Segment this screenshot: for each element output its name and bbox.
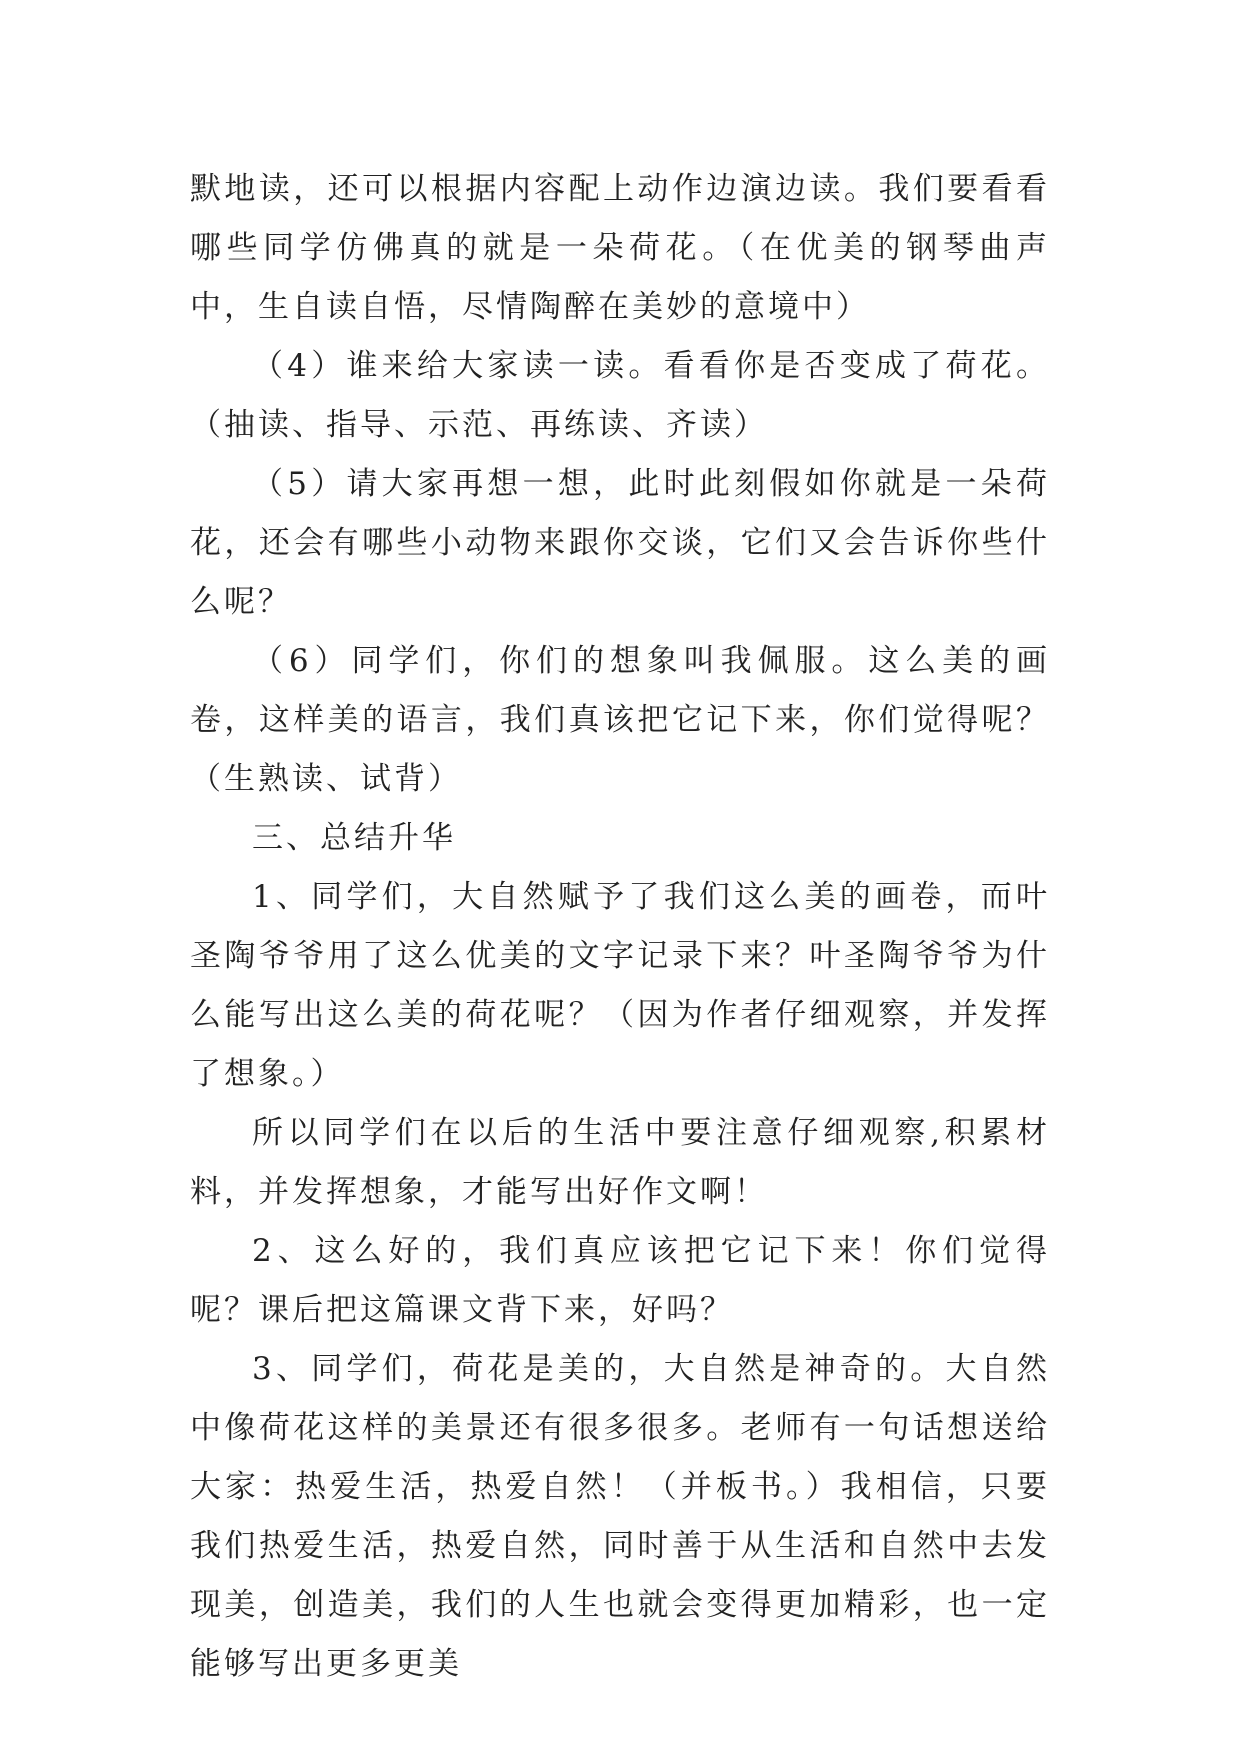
paragraph-step-6: （6）同学们，你们的想象叫我佩服。这么美的画卷，这样美的语言，我们真该把它记下来，你们觉得呢？（生熟读、试背） <box>190 643 1050 797</box>
paragraph-summary-2: 2、这么好的，我们真应该把它记下来！你们觉得呢？课后把这篇课文背下来，好吗？ <box>190 1233 1050 1328</box>
paragraph-step-5: （5）请大家再想一想，此时此刻假如你就是一朵荷花，还会有哪些小动物来跟你交谈，它们又会告诉你些什么呢？ <box>190 466 1050 620</box>
paragraph-summary-note: 所以同学们在以后的生活中要注意仔细观察,积累材料，并发挥想象，才能写出好作文啊！ <box>190 1115 1050 1210</box>
paragraph-step-4: （4）谁来给大家读一读。看看你是否变成了荷花。（抽读、指导、示范、再练读、齐读） <box>190 348 1050 443</box>
paragraph-summary-1: 1、同学们，大自然赋予了我们这么美的画卷，而叶圣陶爷爷用了这么优美的文字记录下来？叶圣陶爷爷为什么能写出这么美的荷花呢？（因为作者仔细观察，并发挥了想象。） <box>190 879 1050 1092</box>
paragraph-continuation: 默地读，还可以根据内容配上动作边演边读。我们要看看哪些同学仿佛真的就是一朵荷花。（在优美的钢琴曲声中，生自读自悟，尽情陶醉在美妙的意境中） <box>190 171 1050 325</box>
section-heading-summary: 三、总结升华 <box>252 820 456 856</box>
paragraph-summary-3: 3、同学们，荷花是美的，大自然是神奇的。大自然中像荷花这样的美景还有很多很多。老师有一句话想送给大家：热爱生活，热爱自然！（并板书。）我相信，只要我们热爱生活，热爱自然，同时善于从生活和自然中去发现美，创造美，我们的人生也就会变得更加精彩，也一定能够写出更多更美 <box>190 1351 1050 1682</box>
document-body <box>190 160 1050 1694</box>
